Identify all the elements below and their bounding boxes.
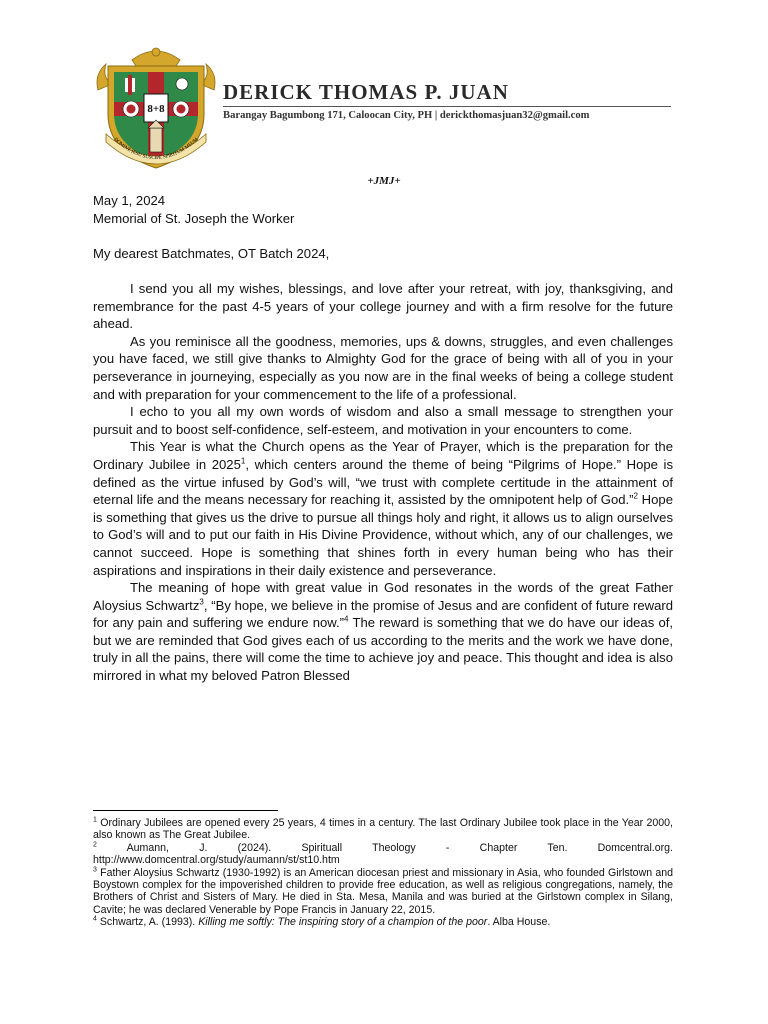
footnote-2 bbox=[93, 842, 673, 854]
footnote-ref-1[interactable]: 1 bbox=[240, 456, 246, 466]
footnote-3 bbox=[93, 867, 673, 917]
paragraph-1: I send you all my wishes, blessings, and love after your retreat, with joy, thanksgiving, and remembrance for the past 4-5 years of your college journey and with a firm resolve for the future ahead. bbox=[93, 281, 673, 332]
footnote-1-number: 1 bbox=[93, 816, 97, 824]
letter-salutation: My dearest Batchmates, OT Batch 2024, bbox=[93, 246, 330, 261]
footnote-2-text: Aumann, J. (2024). Spirituall Theology - Chapter Ten. Domcentral.org. bbox=[126, 841, 674, 854]
footnote-2-url-line bbox=[93, 854, 673, 866]
footnote-ref-4[interactable]: 4 bbox=[344, 614, 349, 624]
letterhead-name: DERICK THOMAS P. JUAN bbox=[223, 80, 509, 104]
paragraph-4-part-c: Hope is something that gives us the drive to pursue all things holy and right, it allows us to align ourselves to God’s will and to put our faith in His Divine Providence, without which, any of our challenges, we cannot succeed. Hope is something that shines forth in every human being who has their aspirations and inspirations in their daily existence and perseverance. bbox=[93, 492, 673, 578]
footnote-2-link[interactable]: http://www.domcentral.org/study/aumann/st/st10.htm bbox=[93, 854, 340, 867]
paragraph-4 bbox=[93, 438, 673, 579]
footnote-2-number: 2 bbox=[93, 841, 97, 849]
svg-text:8+8: 8+8 bbox=[147, 103, 165, 115]
letter-body bbox=[93, 280, 673, 685]
footnote-3-text: Father Aloysius Schwartz (1930-1992) is an American diocesan priest and missionary in Asia, who founded Girlstown and Boystown complex for the impoverished children to provide free education, as well as religious congregations, namely, the Brothers of Christ and Sisters of Mary. He died in Sta. Mesa, Manila and was buried at the Girlstown complex in Silang, Cavite; he was declared Venerable by Pope Francis in January 22, 2015. bbox=[93, 866, 673, 916]
footnote-4-text-b: . Alba House. bbox=[487, 916, 551, 929]
letterhead-contact: Barangay Bagumbong 171, Caloocan City, PH | derickthomasjuan32@gmail.com bbox=[223, 110, 590, 121]
svg-text:DOMINE IESU SUSCIPE SPIRITUM M: DOMINE IESU SUSCIPE SPIRITUM MEUM bbox=[112, 137, 200, 162]
letterhead-rule bbox=[223, 106, 671, 107]
footnote-separator bbox=[93, 810, 278, 811]
footnote-4-number: 4 bbox=[93, 915, 97, 923]
footnotes bbox=[93, 817, 673, 929]
footnote-1 bbox=[93, 817, 673, 842]
paragraph-5-part-a: The meaning of hope with great value in God resonates in the words of the great Father Aloysius Schwartz bbox=[93, 580, 673, 613]
footnote-1-text: Ordinary Jubilees are opened every 25 years, 4 times in a century. The last Ordinary Jubilee took place in the Year 2000, also known as The Great Jubilee. bbox=[93, 817, 673, 842]
footnote-3-number: 3 bbox=[93, 866, 97, 874]
coat-of-arms-icon bbox=[92, 44, 220, 172]
jmj-heading: +JMJ+ bbox=[367, 175, 401, 187]
paragraph-3: I echo to you all my own words of wisdom and also a small message to strengthen your pursuit and to boost self-confidence, self-esteem, and motivation in your encounters to come. bbox=[93, 404, 673, 437]
paragraph-2: As you reminisce all the goodness, memories, ups & downs, struggles, and even challenges you have faced, we still give thanks to Almighty God for the grace of being with all of you in your perseverance in journeying, especially as you now are in the final weeks of being a college student and with preparation for your commencement to the life of a professional. bbox=[93, 333, 673, 402]
paragraph-5-part-b: , “By hope, we believe in the promise of Jesus and are confident of future reward for any pain and suffering we endure now.” bbox=[93, 597, 673, 631]
paragraph-4-part-b: , which centers around the theme of being “Pilgrims of Hope.” Hope is defined as the virtue infused by God’s will, “we trust with complete certitude in the attainment of eternal life and the means necessary for reaching it, assisted by the omnipotent help of God.” bbox=[93, 456, 673, 508]
footnote-4 bbox=[93, 916, 673, 928]
paragraph-4-part-a: This Year is what the Church opens as the Year of Prayer, which is the preparation for the Ordinary Jubilee in 2025 bbox=[93, 439, 673, 472]
footnote-4-text-a: Schwartz, A. (1993). bbox=[99, 916, 199, 929]
footnote-ref-2[interactable]: 2 bbox=[633, 491, 638, 501]
letter-date: May 1, 2024 bbox=[93, 193, 166, 208]
paragraph-5-part-c: The reward is something that we do have our ideas of, but we are reminded that God gives each of us according to the merits and the work we have done, truly in all the pains, there will come the time to achieve joy and peace. This thought and idea is also mirrored in what my beloved Patron Blessed bbox=[93, 615, 674, 684]
footnote-ref-3[interactable]: 3 bbox=[199, 597, 204, 607]
letter-occasion: Memorial of St. Joseph the Worker bbox=[93, 211, 295, 226]
paragraph-5 bbox=[93, 579, 673, 685]
footnote-4-title: Killing me softly: The inspiring story of a champion of the poor bbox=[198, 916, 488, 929]
